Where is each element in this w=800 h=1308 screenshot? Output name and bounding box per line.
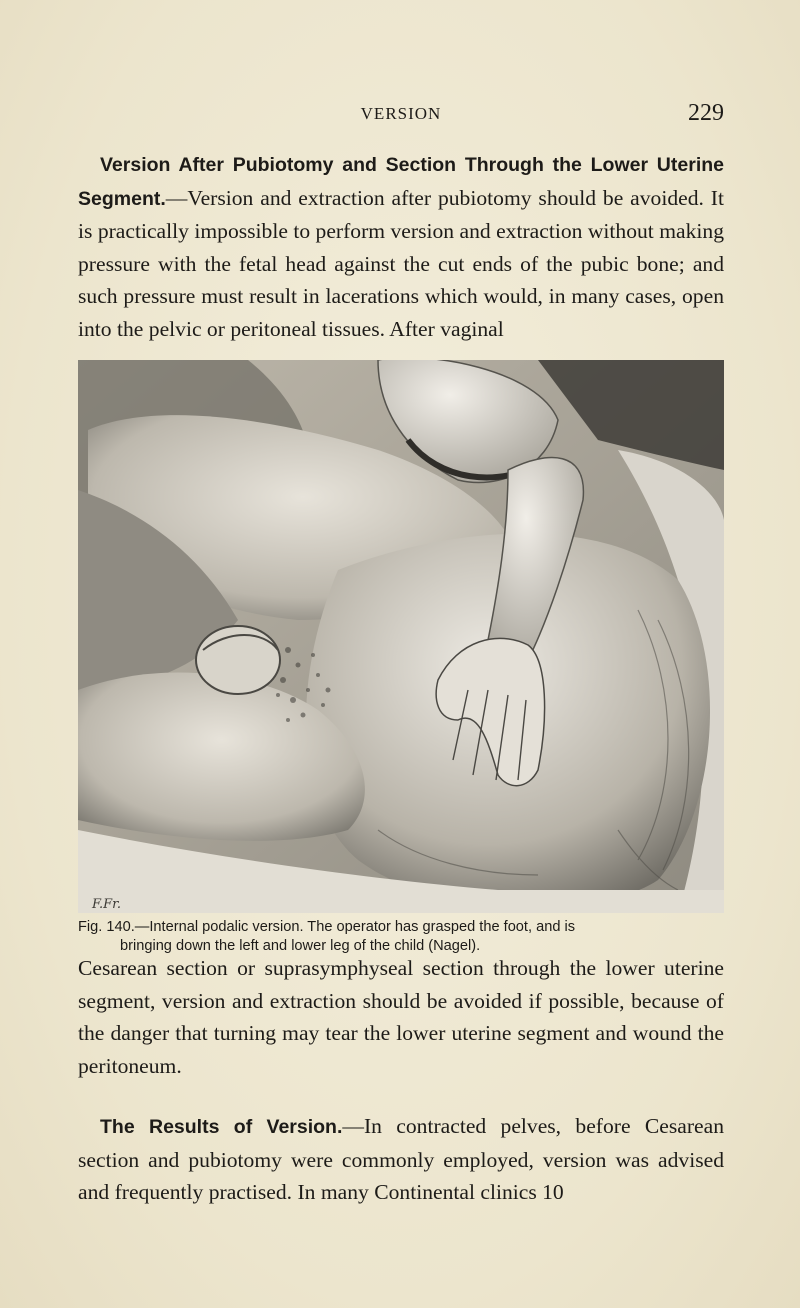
caption-line-1: Fig. 140.—Internal podalic version. The operator has grasped the foot, and is (78, 919, 576, 935)
artist-initials: F.Fr. (92, 897, 122, 912)
illustration-internal-podalic-version (78, 360, 724, 913)
section-heading: The Results of Version. (100, 1116, 343, 1138)
caption-line-2: bringing down the left and lower leg of the child (Nagel). (120, 938, 481, 954)
paragraph-text: —In contracted pelves, before Cesarean section and pubiotomy were commonly employed, version was advised and frequently practised. In many Continental clinics 10 (78, 1114, 724, 1205)
page-number: 229 (688, 100, 724, 126)
paragraph-results-of-version (78, 1110, 724, 1209)
paragraph-cesarean-section: Cesarean section or suprasymphyseal section through the lower uterine segment, version and extraction should be avoided if possible, because of the danger that turning may tear the lower uterine segment and wound the peritoneum. (78, 956, 724, 1078)
figure-caption (78, 918, 724, 956)
section-heading: Version After Pubiotomy and Section Through the Lower Uterine Segment. (78, 154, 724, 210)
running-head (78, 100, 724, 130)
paragraph-version-after-pubiotomy (78, 148, 724, 346)
running-title: VERSION (360, 104, 442, 123)
paragraph-text: —Version and extraction after pubiotomy should be avoided. It is practically impossible to perform version and extraction without making pressure with the fetal head against the cut ends of the pubic bone; and such pressure must result in lacerations which would, in many cases, open into the pelvic or peritoneal tissues. After vaginal (78, 185, 724, 341)
